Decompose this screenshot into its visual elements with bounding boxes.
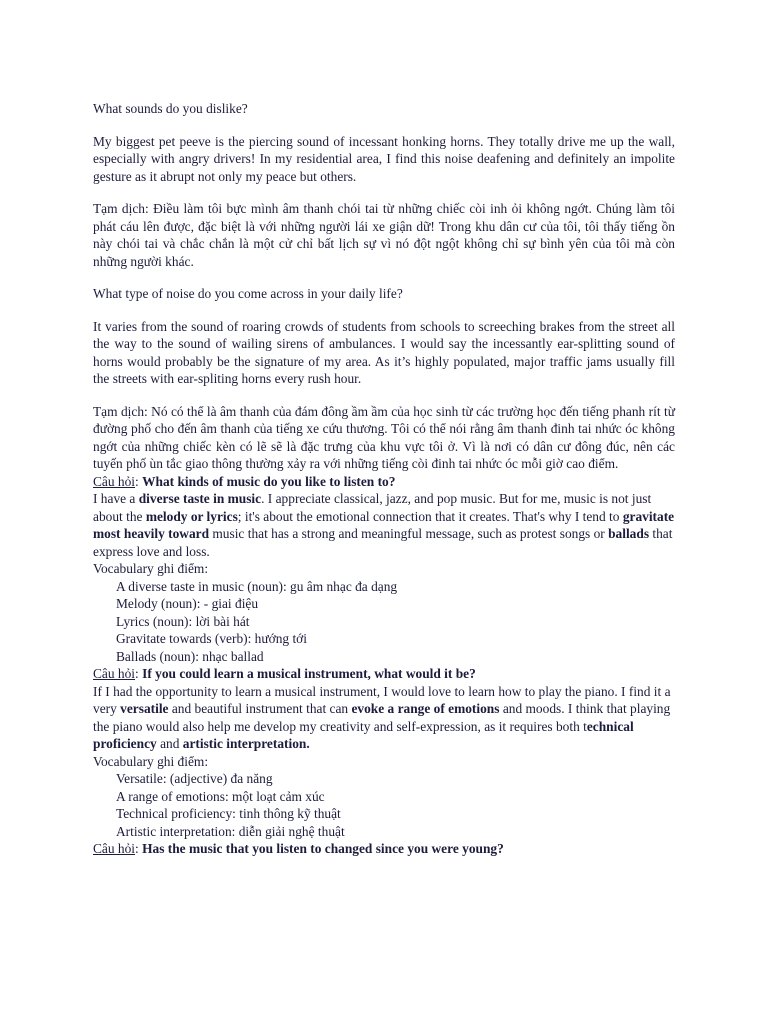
- question-text: Has the music that you listen to changed since you were young?: [142, 841, 504, 856]
- question-text: What kinds of music do you like to listen to?: [142, 473, 396, 489]
- question-music-changed: Câu hỏi: Has the music that you listen to changed since you were young?: [93, 841, 504, 856]
- vocab-title: Vocabulary ghi điểm:: [93, 561, 209, 576]
- vocab-list: [93, 770, 675, 840]
- translation-noise-daily: Tạm dịch: Nó có thể là âm thanh của đám đông ầm ầm của học sinh từ các trường học đến tiếng phanh rít từ đường phố cho đến âm thanh của tiếng xe cứu thương. Tôi có thể nói rằng âm thanh đinh tai nhức óc không ngớt của những chiếc kèn có lẽ sẽ là đặc trưng của khu vực tôi ở. Vì là nơi có dân cư đông đúc, nên các tuyến phố ùn tắc giao thông thường xảy ra với những tiếng còi đinh tai nhức óc mỗi giờ cao điểm.: [93, 403, 675, 471]
- vocab-item: Lyrics (noun): lời bài hát: [116, 613, 250, 629]
- answer-music-kinds: I have a diverse taste in music. I appreciate classical, jazz, and pop music. But for me, music is not just about the melody or lyrics; it's about the emotional connection that it creates. That's why I tend to gravitate most heavily toward music that has a strong and meaningful message, such as protest songs or ballads that express love and loss.: [93, 491, 675, 559]
- document-page: [93, 100, 675, 858]
- question-noise-daily: What type of noise do you come across in your daily life?: [93, 286, 403, 301]
- vocab-list: [93, 578, 675, 666]
- vocab-item: Versatile: (adjective) đa năng: [116, 771, 273, 786]
- question-instrument: Câu hỏi: If you could learn a musical instrument, what would it be?: [93, 666, 476, 681]
- vocab-item: Melody (noun): - giai điệu: [116, 596, 259, 611]
- vocab-item: A diverse taste in music (noun): gu âm nhạc đa dạng: [116, 578, 398, 594]
- question-text: If you could learn a musical instrument, what would it be?: [142, 666, 476, 681]
- vocab-item: Artistic interpretation: diễn giải nghệ thuật: [116, 823, 345, 839]
- vocab-title: Vocabulary ghi điểm:: [93, 753, 209, 769]
- vocab-item: Gravitate towards (verb): hướng tới: [116, 631, 307, 646]
- question-label: Câu hỏi: [93, 841, 136, 856]
- question-music-kinds: Câu hỏi: What kinds of music do you like to listen to?: [93, 473, 396, 489]
- vocab-item: Technical proficiency: tinh thông kỹ thuật: [116, 806, 341, 821]
- vocab-item: Ballads (noun): nhạc ballad: [116, 648, 264, 664]
- vocab-item: A range of emotions: một loạt cảm xúc: [116, 788, 325, 804]
- answer-sounds-dislike: My biggest pet peeve is the piercing sound of incessant honking horns. They totally drive me up the wall, especially with angry drivers! In my residential area, I find this noise deafening and definitely an impolite gesture as it abrupt not only my peace but others.: [93, 133, 675, 184]
- question-sounds-dislike: What sounds do you dislike?: [93, 101, 248, 116]
- translation-sounds-dislike: Tạm dịch: Điều làm tôi bực mình âm thanh chói tai từ những chiếc còi inh ỏi không ngớt. Chúng làm tôi phát cáu lên được, đặc biệt là với những người lái xe giận dữ! Trong khu dân cư của tôi, tôi thấy tiếng ồn này chói tai và chắc chắn là một cử chỉ bất lịch sự vì nó đột ngột không chỉ sự bình yên của tôi mà còn những người khác.: [93, 201, 675, 269]
- answer-instrument: If I had the opportunity to learn a musical instrument, I would love to learn how to play the piano. I find it a very versatile and beautiful instrument that can evoke a range of emotions and moods. I think that playing the piano would also help me develop my creativity and self-expression, as it requires both technical proficiency and artistic interpretation.: [93, 683, 671, 751]
- question-label: Câu hỏi: [93, 473, 136, 489]
- question-label: Câu hỏi: [93, 666, 136, 681]
- answer-noise-daily: It varies from the sound of roaring crowds of students from schools to screeching brakes from the street all the way to the sound of wailing sirens of ambulances. I would say the incessantly ear-splitting sound of horns would probably be the signature of my area. As it’s highly populated, major traffic jams usually fill the streets with ear-spliting horns every rush hour.: [93, 318, 675, 386]
